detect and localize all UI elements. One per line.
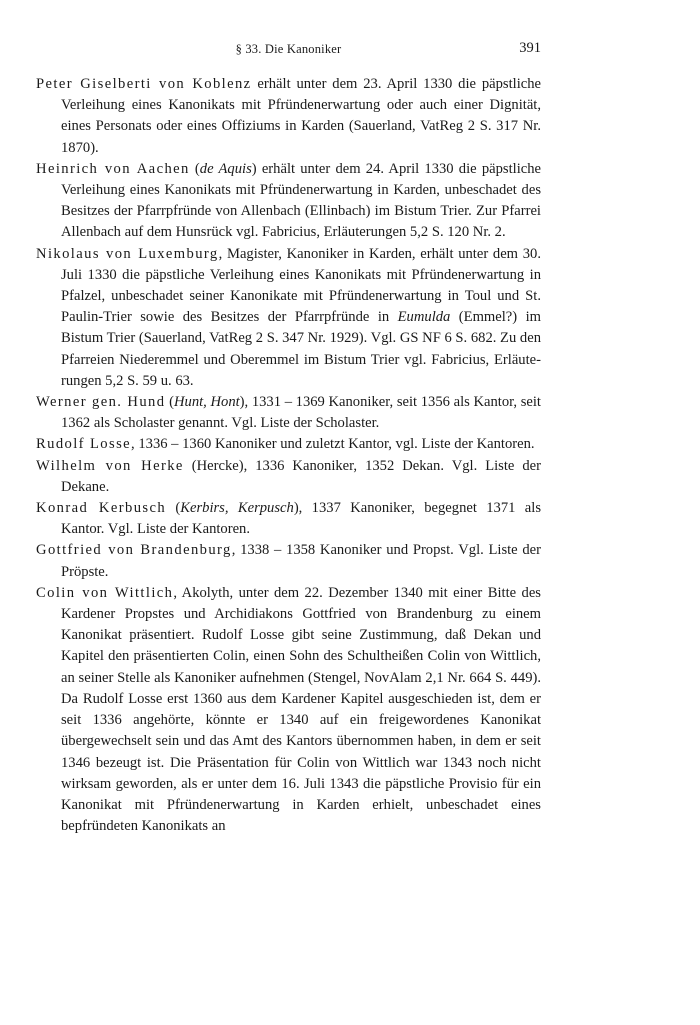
entry-text-pre: ( (165, 394, 174, 411)
page-number: 391 (519, 40, 541, 56)
entry-text: (Hercke), 1336 Kanoniker, 1352 Dekan. Vgl. Liste der Dekane. (61, 457, 542, 495)
entry-text: , Akolyth, unter dem 22. Dezember 1340 mit einer Bitte des Kardener Propstes und Archidiakons Gottfried von Brandenburg zu einem Kanonikat präsentiert. Rudolf Losse gibt seine Zustimmung, daß Dekan und Kapitel den präsentierten Colin, einen Sohn des Schultheißen Colin von Wittlich, an seiner Stelle als Kanoniker aufnehmen (Stengel, NovAlam 2,1 Nr. 664 S. 449). Da Rudolf Losse erst 1360 aus dem Kardener Kapitel ausgeschieden ist, dem er seit 1336 angehörte, könnte er 1340 auf ein freigewordenes Kanonikat übergewechselt sein und das Amt des Kantors übernommen haben, in dem er seit 1346 bezeugt ist. Die Präsentation für Colin von Wittlich war 1343 noch nicht wirksam geworden, als er unter dem 16. Juli 1343 die päpstliche Provisio für ein Kanonikat mit Pfründenerwartung in Karden erhielt, unbeschadet eines bepfründeten Kanonikats an (61, 584, 541, 835)
entry (36, 498, 541, 540)
entry (36, 392, 541, 434)
entry-text-pre: ( (166, 500, 181, 517)
entry-text: ), 1337 Kanoniker, begegnet 1371 als Kantor. Vgl. Liste der Kantoren. (61, 500, 541, 538)
entry-name: Werner gen. Hund (36, 394, 166, 411)
entry-text: (Emmel?) im Bistum Trier (Sauerland, VatReg 2 S. 347 Nr. 1929). Vgl. GS NF 6 S. 682. Zu den Pfarreien Niederemmel und Oberemmel im Bistum Trier vgl. Fabricius, Erläuterungen 5,2 S. 59 u. 63. (61, 309, 541, 389)
entry-name: Rudolf Losse (36, 436, 132, 453)
entry-alias: Hunt, Hont (173, 394, 240, 411)
entry-list (36, 74, 541, 837)
entry-text-pre: , Magister, Kanoniker in Karden, erhält unter dem 30. Juli 1330 die päpstliche Verleihung eines Kanonikats mit Pfründenerwartung in Pfalzel, unbeschadet seiner Kanonikate mit Pfründenerwartung in Toul und St. Paulin-Trier sowie des Besitzes der Pfarrpfründe in (61, 245, 541, 326)
entry-name: Nikolaus von Luxemburg (36, 245, 219, 262)
entry-text-pre: ( (189, 160, 200, 177)
entry-text: erhält unter dem 23. April 1330 die päpstliche Verleihung eines Kanonikats mit Pfründenerwartung oder auch einer Dignität, eines Personats oder eines Offiziums in Karden (Sauerland, VatReg 2 S. 317 Nr. 1870). (61, 76, 541, 156)
entry (36, 540, 541, 582)
entry (36, 583, 541, 837)
entry-text: ) erhält unter dem 24. April 1330 die päpstliche Verleihung eines Kanonikats mit Pfründenerwartung in Karden, unbeschadet des Besitzes der Pfarrpfründe von Allenbach (Ellinbach) im Bistum Trier. Zur Pfarrei Allenbach auf dem Hunsrück vgl. Fabricius, Erläuterungen 5,2 S. 120 Nr. 2. (61, 160, 542, 241)
entry (36, 456, 541, 498)
entry-name: Konrad Kerbusch (36, 500, 167, 517)
entry (36, 74, 541, 159)
entry-alias: de Aquis (199, 160, 252, 177)
entry-text: ), 1331 – 1369 Kanoniker, seit 1356 als Kantor, seit 1362 als Scholaster genannt. Vgl. Liste der Scholaster. (61, 394, 541, 432)
entry-alias: Eumulda (397, 309, 451, 326)
entry (36, 244, 541, 392)
entry-name: Heinrich von Aachen (36, 160, 190, 177)
entry-name: Gottfried von Brandenburg (36, 542, 232, 559)
entry-alias: Kerbirs, Kerpusch (180, 500, 294, 517)
entry-text: , 1336 – 1360 Kanoniker und zuletzt Kantor, vgl. Liste der Kantoren. (131, 436, 535, 453)
page-header (36, 40, 541, 62)
entry (36, 159, 541, 244)
entry-name: Colin von Wittlich (36, 584, 174, 601)
entry-name: Peter Giselberti von Koblenz (36, 76, 252, 92)
running-title: § 33. Die Kanoniker (235, 42, 342, 56)
entry-name: Wilhelm von Herke (36, 457, 184, 474)
entry-text: , 1338 – 1358 Kanoniker und Propst. Vgl. Liste der Pröpste. (61, 542, 542, 580)
entry (36, 434, 541, 455)
